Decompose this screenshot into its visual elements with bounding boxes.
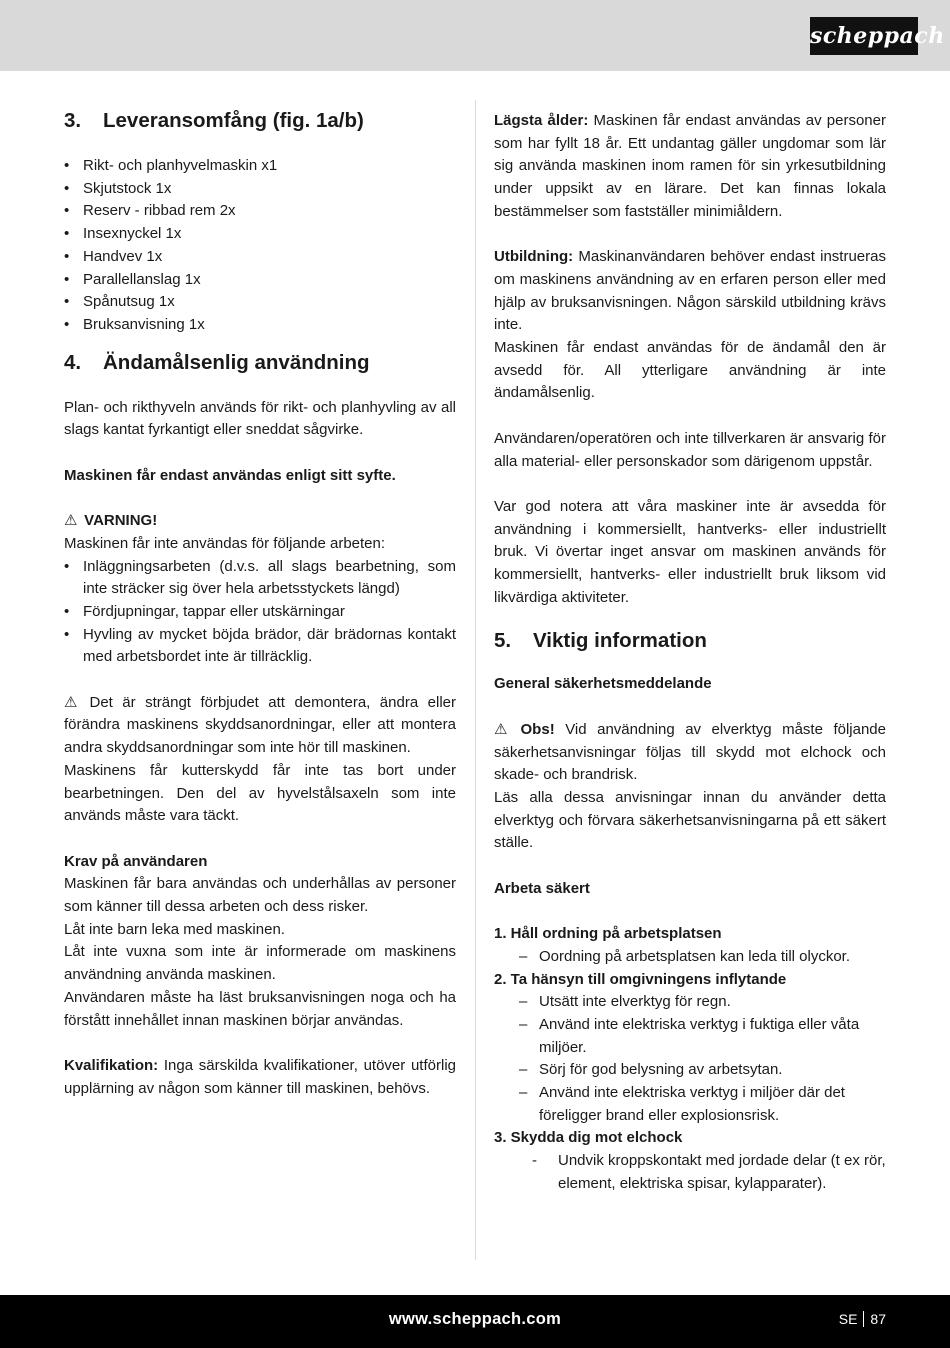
forbid-paragraph: Det är strängt förbjudet att demontera, ändra eller förändra maskinens skyddsanordningar, eller att montera andra skyddsanordningar som inte hör till maskinen. (64, 693, 456, 757)
guard-paragraph: Maskinens får kutterskydd får inte tas bort under bearbetningen. Den del av hyvelstålsaxeln som inte används måste vara täckt. (64, 761, 456, 825)
list-item: • Parallellanslag 1x (64, 269, 456, 292)
section-4-heading: 4. Ändamålsenlig användning (64, 350, 370, 374)
rule-2-list (494, 991, 886, 1127)
obs-text: Vid användning av elverktyg måste följande säkerhetsanvisningar följas till skydd mot elchock och skade- och brandrisk. (494, 720, 886, 784)
page-num: 87 (870, 1311, 886, 1327)
list-item: - Undvik kroppskontakt med jordade delar (t ex rör, element, elektriska spisar, kylapparater). (494, 1150, 886, 1195)
list-item: • Fördjupningar, tappar eller utskärningar (64, 601, 456, 624)
warning-label: VARNING! (84, 512, 158, 530)
intended-use-paragraph: Plan- och rikthyveln används för rikt- och planhyvling av all slags kantat fyrkantigt eller sneddat sågvirke. (64, 398, 456, 439)
list-item: – Utsätt inte elverktyg för regn. (494, 991, 886, 1014)
rule-1-list (494, 946, 886, 969)
list-item: – Använd inte elektriska verktyg i miljöer där det föreligger brand eller explosionsrisk. (494, 1082, 886, 1127)
section-4-title: Ändamålsenlig användning (103, 350, 370, 374)
section-3-heading: 3. Leveransomfång (fig. 1a/b) (64, 109, 364, 132)
training-text: Maskinanvändaren behöver endast instrueras om maskinens användning av en erfaren person eller med hjälp av bruksanvisningen. Någon särskild utbildning krävs inte. (494, 248, 886, 334)
left-column (64, 101, 456, 1100)
list-item: – Sörj för god belysning av arbetsytan. (494, 1059, 886, 1082)
warning-intro: Maskinen får inte användas för följande arbeten: (64, 534, 386, 552)
qualification-label: Kvalifikation: (64, 1056, 159, 1074)
right-column (494, 101, 886, 1196)
rule-2-title: 2. Ta hänsyn till omgivningens inflytande (494, 970, 787, 988)
obs-label: Obs! (520, 720, 555, 738)
section-5-title: Viktig information (533, 629, 707, 653)
read-instructions-paragraph: Läs alla dessa anvisningar innan du använder detta elverktyg och förvara säkerhetsanvisningarna på ett säkert ställe. (494, 788, 886, 852)
warning-icon: ⚠ (64, 512, 78, 530)
page-number (839, 1311, 886, 1327)
user-requirements-title: Krav på användaren (64, 852, 208, 870)
min-age-text: Maskinen får endast användas av personer som har fyllt 18 år. Ett undantag gäller ungdomar som lär sig använda maskinen inom ramen för sin yrkesutbildning under uppsikt av en lärare. Det kan finnas lokala bestämmelser som fastställer minimiåldern. (494, 112, 886, 220)
list-item: • Reserv - ribbad rem 2x (64, 200, 456, 223)
list-item: • Handvev 1x (64, 246, 456, 269)
rule-3-list (494, 1150, 886, 1195)
min-age-label: Lägsta ålder: (494, 112, 589, 129)
list-item: • Rikt- och planhyvelmaskin x1 (64, 155, 456, 178)
list-item: • Inläggningsarbeten (d.v.s. all slags bearbetning, som inte sträcker sig över hela arbetsstyckets längd) (64, 556, 456, 601)
list-item: – Oordning på arbetsplatsen kan leda till olyckor. (494, 946, 886, 969)
purpose-paragraph: Maskinen får endast användas för de ändamål den är avsedd för. All ytterligare användning är inte ändamålsenlig. (494, 339, 886, 402)
requirement-line: Maskinen får bara användas och underhållas av personer som känner till dessa arbeten och dess risker. (64, 875, 456, 916)
requirement-line: Låt inte vuxna som inte är informerade om maskinens användning använda maskinen. (64, 943, 456, 984)
training-label: Utbildning: (494, 248, 574, 266)
list-item: • Bruksanvisning 1x (64, 314, 456, 337)
list-item: • Hyvling av mycket böjda brädor, där brädornas kontakt med arbetsbordet inte är tillräcklig. (64, 624, 456, 669)
list-item: • Spånutsug 1x (64, 291, 456, 314)
liability-paragraph: Användaren/operatören och inte tillverkaren är ansvarig för alla material- eller personskador som därigenom uppstår. (494, 429, 886, 470)
list-item: • Insexnyckel 1x (64, 223, 456, 246)
forbidden-work-list (64, 556, 456, 670)
section-5-heading: 5. Viktig information (494, 629, 707, 653)
warning-icon: ⚠ (494, 720, 508, 738)
page-header (0, 0, 950, 71)
separator (863, 1311, 864, 1327)
general-safety-title: General säkerhetsmeddelande (494, 675, 712, 693)
requirement-line: Låt inte barn leka med maskinen. (64, 920, 285, 938)
column-divider (475, 100, 476, 1260)
purpose-statement: Maskinen får endast användas enligt sitt syfte. (64, 466, 396, 484)
brand-logo: scheppach (810, 17, 918, 55)
rule-3-title: 3. Skydda dig mot elchock (494, 1129, 683, 1147)
list-item: – Använd inte elektriska verktyg i fuktiga eller våta miljöer. (494, 1014, 886, 1059)
delivery-list (64, 155, 456, 337)
page-footer (0, 1295, 950, 1348)
website-link[interactable]: www.scheppach.com (388, 1310, 562, 1328)
work-safely-title: Arbeta säkert (494, 879, 590, 897)
section-3-title: Leveransomfång (fig. 1a/b) (103, 109, 364, 132)
rule-1-title: 1. Håll ordning på arbetsplatsen (494, 925, 722, 943)
language-code: SE (838, 1311, 858, 1327)
requirement-line: Användaren måste ha läst bruksanvisningen noga och ha förstått innehållet innan maskinen börjar användas. (64, 988, 456, 1029)
qualification-text: Inga särskilda kvalifikationer, utöver utförlig upplärning av någon som känner till maskinen, behövs. (64, 1056, 456, 1097)
list-item: • Skjutstock 1x (64, 178, 456, 201)
warning-icon: ⚠ (64, 693, 78, 711)
commercial-use-paragraph: Var god notera att våra maskiner inte är avsedda för användning i kommersiellt, hantverks- eller industriellt bruk. Vi övertar inget ansvar om maskinen används för kommersiellt, hantverks- eller industriellt bruk liksom vid likvärdiga aktiviteter. (494, 497, 886, 606)
